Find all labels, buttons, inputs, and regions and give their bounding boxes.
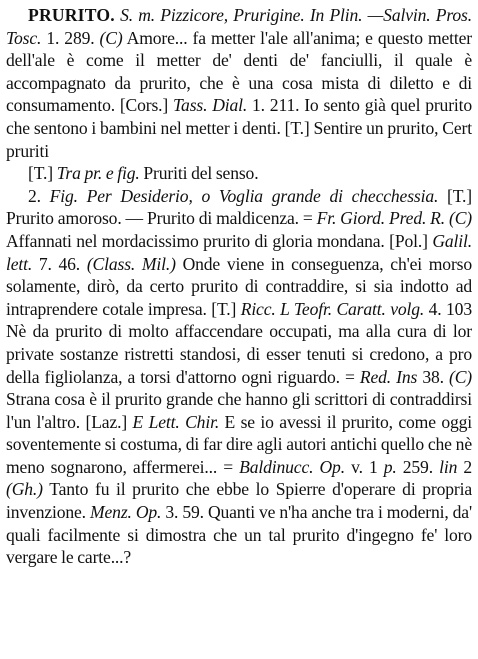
italic-run: Baldinucc. Op. (239, 456, 345, 477)
text-run: 7. 46. (32, 253, 87, 274)
entry-paragraph-figurative-sense (6, 162, 472, 185)
text-run: 1. 211. Io sento già quel prurito che sentono i bambini nel metter i denti. [T.] Sentire un prurito, Cert pruriti (6, 95, 473, 161)
italic-run: E Lett. Chir. (132, 411, 220, 432)
text-run: 3. 59. Quanti ve n'ha anche tra i moderni, da' quali facilmente si dimostra che un tal prurito d'ingegno fe' loro vergare le carte...? (6, 502, 472, 568)
italic-run: (C) (449, 366, 473, 387)
italic-run: (C) (99, 27, 123, 48)
text-run: [T.] Prurito amoroso. — Prurito di maldicenza. = (6, 185, 472, 229)
text-run: E se io avessi il prurito, come oggi soventemente si costuma, di far dire agli autori antichi quello che nè meno sognarono, affermerei... = (6, 411, 472, 477)
text-run: 259. (396, 456, 440, 477)
italic-run: Ricc. L Teofr. Caratt. volg. (240, 298, 425, 319)
headword: PRURITO. (28, 5, 115, 25)
entry-paragraph-sense-2 (6, 185, 472, 569)
text-run: 38. (417, 366, 449, 387)
text-run: v. 1 (344, 456, 384, 477)
entry-paragraph-definition (6, 4, 472, 162)
text-run: 2. (28, 185, 50, 206)
italic-run: lin (439, 456, 458, 477)
text-run: Tanto fu il prurito che ebbe lo Spierre d'operare di propria invenzione. (6, 479, 472, 523)
italic-run: Galil. lett. (6, 230, 472, 274)
italic-run: Tass. Dial. (173, 95, 248, 116)
italic-run: (Class. Mil.) (86, 253, 176, 274)
text-run: 4. 103 Nè da prurito di molto affaccendare occupati, ma alla cura di lor private sostanze ristretti standosi, di esser tenuti si credono, a pro della figliolanza, a torsi d'attorno ogni riguardo. = (6, 298, 472, 387)
text-run: [T.] (28, 163, 57, 184)
italic-run: S. m. Pizzicore, Prurigine. In Plin. —Salvin. Pros. Tosc. (6, 5, 472, 48)
italic-run: Fig. Per Desiderio, o Voglia grande di checchessia. (49, 185, 439, 206)
text-run: Strana cosa è il prurito grande che hanno gli scrittori di contraddirsi l'un l'altro. [Laz.] (6, 389, 472, 432)
italic-run: (Gh.) (6, 479, 43, 500)
italic-run: Fr. Giord. Pred. R. (C) (316, 208, 472, 229)
text-run: Onde viene in conseguenza, ch'ei morso solamente, dirò, da certo prurito di contraddire, si sia indotto ad intraprendere cotale impresa. [T.] (6, 253, 472, 319)
text-run: Pruriti del senso. (139, 163, 259, 184)
italic-run: Menz. Op. (90, 502, 162, 523)
italic-run: Tra pr. e fig. (56, 163, 140, 184)
text-run: 1. 289. (46, 27, 100, 48)
italic-run: Red. Ins (359, 366, 418, 387)
text-run: 2 (457, 456, 472, 477)
italic-run: p. (383, 456, 397, 477)
text-run: Affannati nel mordacissimo prurito di gloria mondana. [Pol.] (6, 230, 433, 251)
text-run: Amore... fa metter l'ale all'anima; e questo metter dell'ale è come il metter de' denti de' fanciulli, il quale è accompagnato da prurito, che è una cosa mista di diletto e di consumamento. [Cors.] (6, 27, 472, 116)
